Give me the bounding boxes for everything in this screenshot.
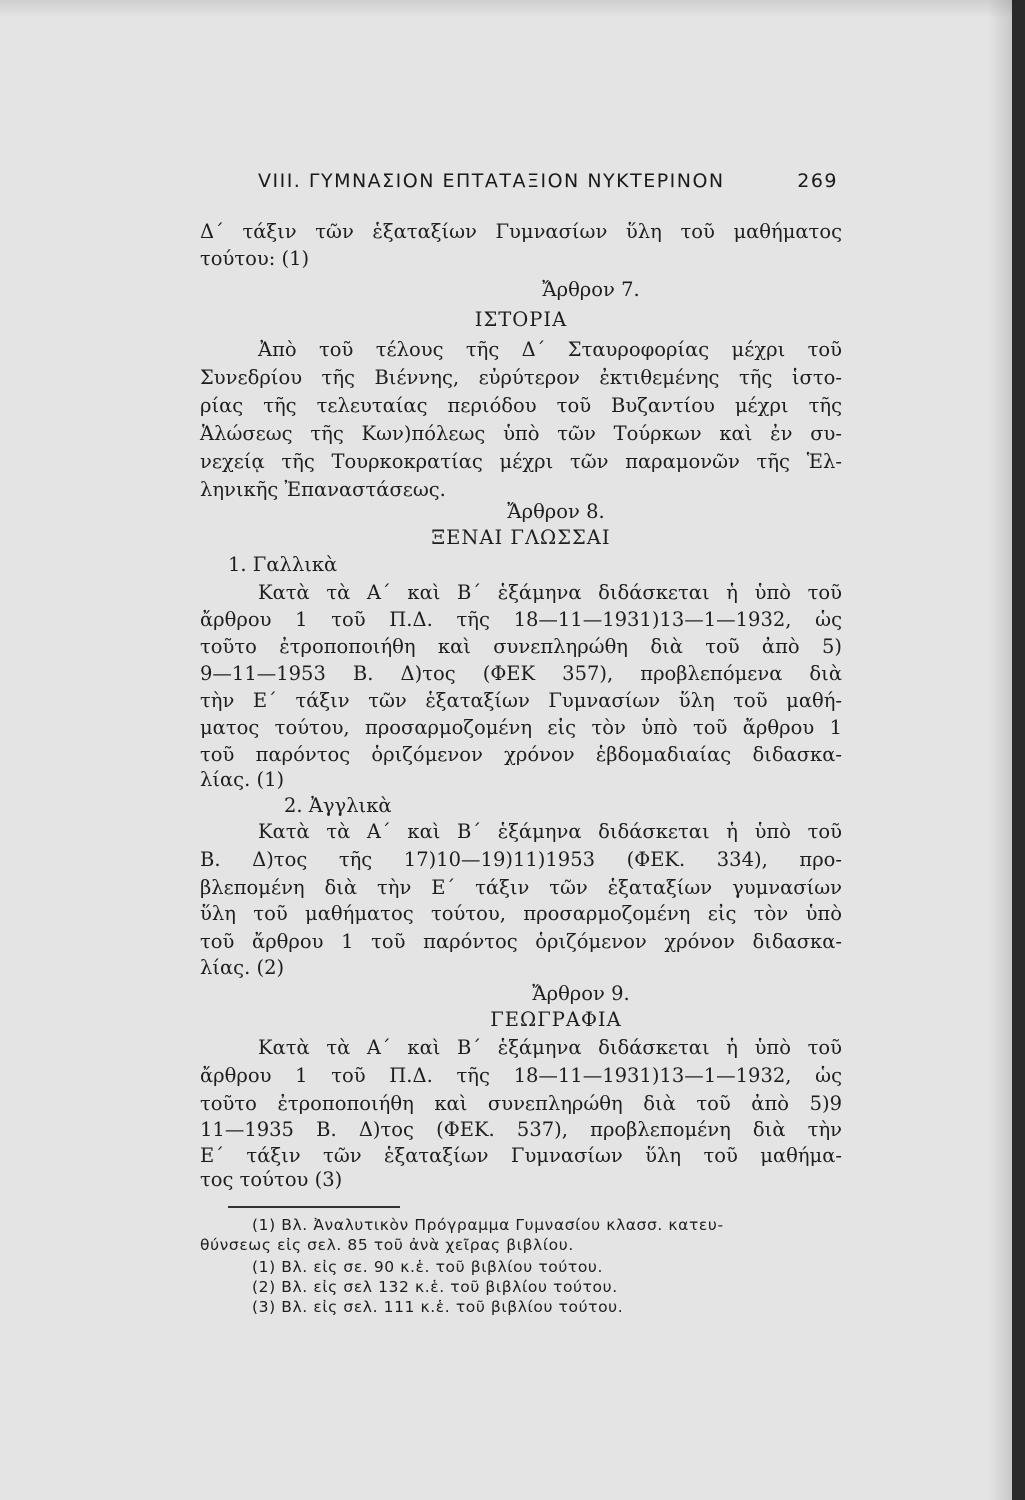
header-title: VIII. ΓΥΜΝΑΣΙΟΝ ΕΠΤΑΤΑΞΙΟΝ ΝΥΚΤΕΡΙΝΟΝ xyxy=(258,170,725,192)
body-line: Κατὰ τὰ Α΄ καὶ Β΄ ἑξάμηνα διδάσκεται ἡ ὑπὸ τοῦ xyxy=(258,1036,842,1059)
body-line: ἄρθρου 1 τοῦ Π.Δ. τῆς 18—11—1931)13—1—1932, ὡς xyxy=(200,1064,842,1087)
subsection-title: 1. Γαλλικὰ xyxy=(228,553,338,576)
body-line: τος τούτου (3) xyxy=(200,1168,343,1191)
section-heading: ΓΕΩΓΡΑΦΙΑ xyxy=(490,1008,622,1031)
section-heading: ΞΕΝΑΙ ΓΛΩΣΣΑΙ xyxy=(431,526,611,549)
article-title: Ἄρθρον 9. xyxy=(532,982,630,1005)
body-line: Ε΄ τάξιν τῶν ἑξαταξίων Γυμνασίων ὕλη τοῦ μαθήμα- xyxy=(200,1144,842,1167)
body-line: ὕλη τοῦ μαθήματος τούτου, προσαρμοζομένη εἰς τὸν ὑπὸ xyxy=(200,902,842,925)
page-number: 269 xyxy=(797,170,838,192)
body-line: Ἀπὸ τοῦ τέλους τῆς Δ΄ Σταυροφορίας μέχρι τοῦ xyxy=(258,338,842,361)
body-line: ἄρθρου 1 τοῦ Π.Δ. τῆς 18—11—1931)13—1—1932, ὡς xyxy=(200,608,842,631)
footnote-rule xyxy=(228,1206,400,1208)
body-line: Κατὰ τὰ Α΄ καὶ Β΄ ἑξάμηνα διδάσκεται ἡ ὑπὸ τοῦ xyxy=(258,581,842,604)
body-line: ματος τούτου, προσαρμοζομένη εἰς τὸν ὑπὸ τοῦ ἄρθρου 1 xyxy=(200,716,842,739)
body-line: Β. Δ)τος τῆς 17)10—19)11)1953 (ΦΕΚ. 334), προ- xyxy=(200,848,842,871)
body-line: Ἁλώσεως τῆς Κων)πόλεως ὑπὸ τῶν Τούρκων καὶ ἐν συ- xyxy=(200,422,842,445)
body-line: Συνεδρίου τῆς Βιέννης, εὐρύτερον ἐκτιθεμένης τῆς ἱστο- xyxy=(200,366,842,389)
body-line: 9—11—1953 Β. Δ)τος (ΦΕΚ 357), προβλεπόμενα διὰ xyxy=(200,662,842,685)
body-line: τὴν Ε΄ τάξιν τῶν ἑξαταξίων Γυμνασίων ὕλη τοῦ μαθή- xyxy=(200,689,842,712)
article-title: Ἄρθρον 8. xyxy=(507,500,605,523)
body-line: τοῦ ἄρθρου 1 τοῦ παρόντος ὁριζόμενον χρόνον διδασκα- xyxy=(200,930,842,953)
body-line: λίας. (2) xyxy=(200,956,285,979)
body-line: νεχείᾳ τῆς Τουρκοκρατίας μέχρι τῶν παραμονῶν τῆς Ἑλ- xyxy=(200,450,842,473)
section-heading: ΙΣΤΟΡΙΑ xyxy=(474,308,568,331)
body-line: ληνικῆς Ἐπαναστάσεως. xyxy=(200,478,446,501)
body-line: 11—1935 Β. Δ)τος (ΦΕΚ. 537), προβλεπομένη διὰ τὴν xyxy=(200,1118,842,1141)
subsection-title: 2. Ἀγγλικὰ xyxy=(284,794,392,817)
running-header xyxy=(258,170,838,192)
body-line: τούτου: (1) xyxy=(200,247,310,270)
article-title: Ἄρθρον 7. xyxy=(542,278,640,301)
body-line: Κατὰ τὰ Α΄ καὶ Β΄ ἑξάμηνα διδάσκεται ἡ ὑπὸ τοῦ xyxy=(258,820,842,843)
body-line: τοῦ παρόντος ὁριζόμενον χρόνον ἑβδομαδιαίας διδασκα- xyxy=(200,743,842,766)
footnote: (1) Βλ. εἰς σε. 90 κ.ἑ. τοῦ βιβλίου τούτου. xyxy=(252,1258,604,1276)
page-edge-shadow xyxy=(988,0,1012,1500)
body-line: λίας. (1) xyxy=(200,768,285,791)
footnote: (2) Βλ. εἰς σελ 132 κ.ἑ. τοῦ βιβλίου τούτου. xyxy=(252,1278,618,1296)
body-line: ρίας τῆς τελευταίας περιόδου τοῦ Βυζαντίου μέχρι τῆς xyxy=(200,394,842,417)
footnote: (1) Βλ. Ἀναλυτικὸν Πρόγραμμα Γυμνασίου κλασσ. κατευ- xyxy=(252,1216,724,1234)
body-line: βλεπομένη διὰ τὴν Ε΄ τάξιν τῶν ἑξαταξίων γυμνασίων xyxy=(200,876,842,899)
body-line: τοῦτο ἐτροποποιήθη καὶ συνεπληρώθη διὰ τοῦ ἀπὸ 5) xyxy=(200,635,842,658)
footnote: θύνσεως εἰς σελ. 85 τοῦ ἀνὰ χεῖρας βιβλίου. xyxy=(200,1236,574,1254)
page-top-edge xyxy=(0,0,1012,18)
body-line: Δ΄ τάξιν τῶν ἑξαταξίων Γυμνασίων ὕλη τοῦ μαθήματος xyxy=(200,220,842,243)
body-line: τοῦτο ἐτροποποιήθη καὶ συνεπληρώθη διὰ τοῦ ἀπὸ 5)9 xyxy=(200,1092,842,1115)
footnote: (3) Βλ. εἰς σελ. 111 κ.ἑ. τοῦ βιβλίου τούτου. xyxy=(252,1298,624,1316)
